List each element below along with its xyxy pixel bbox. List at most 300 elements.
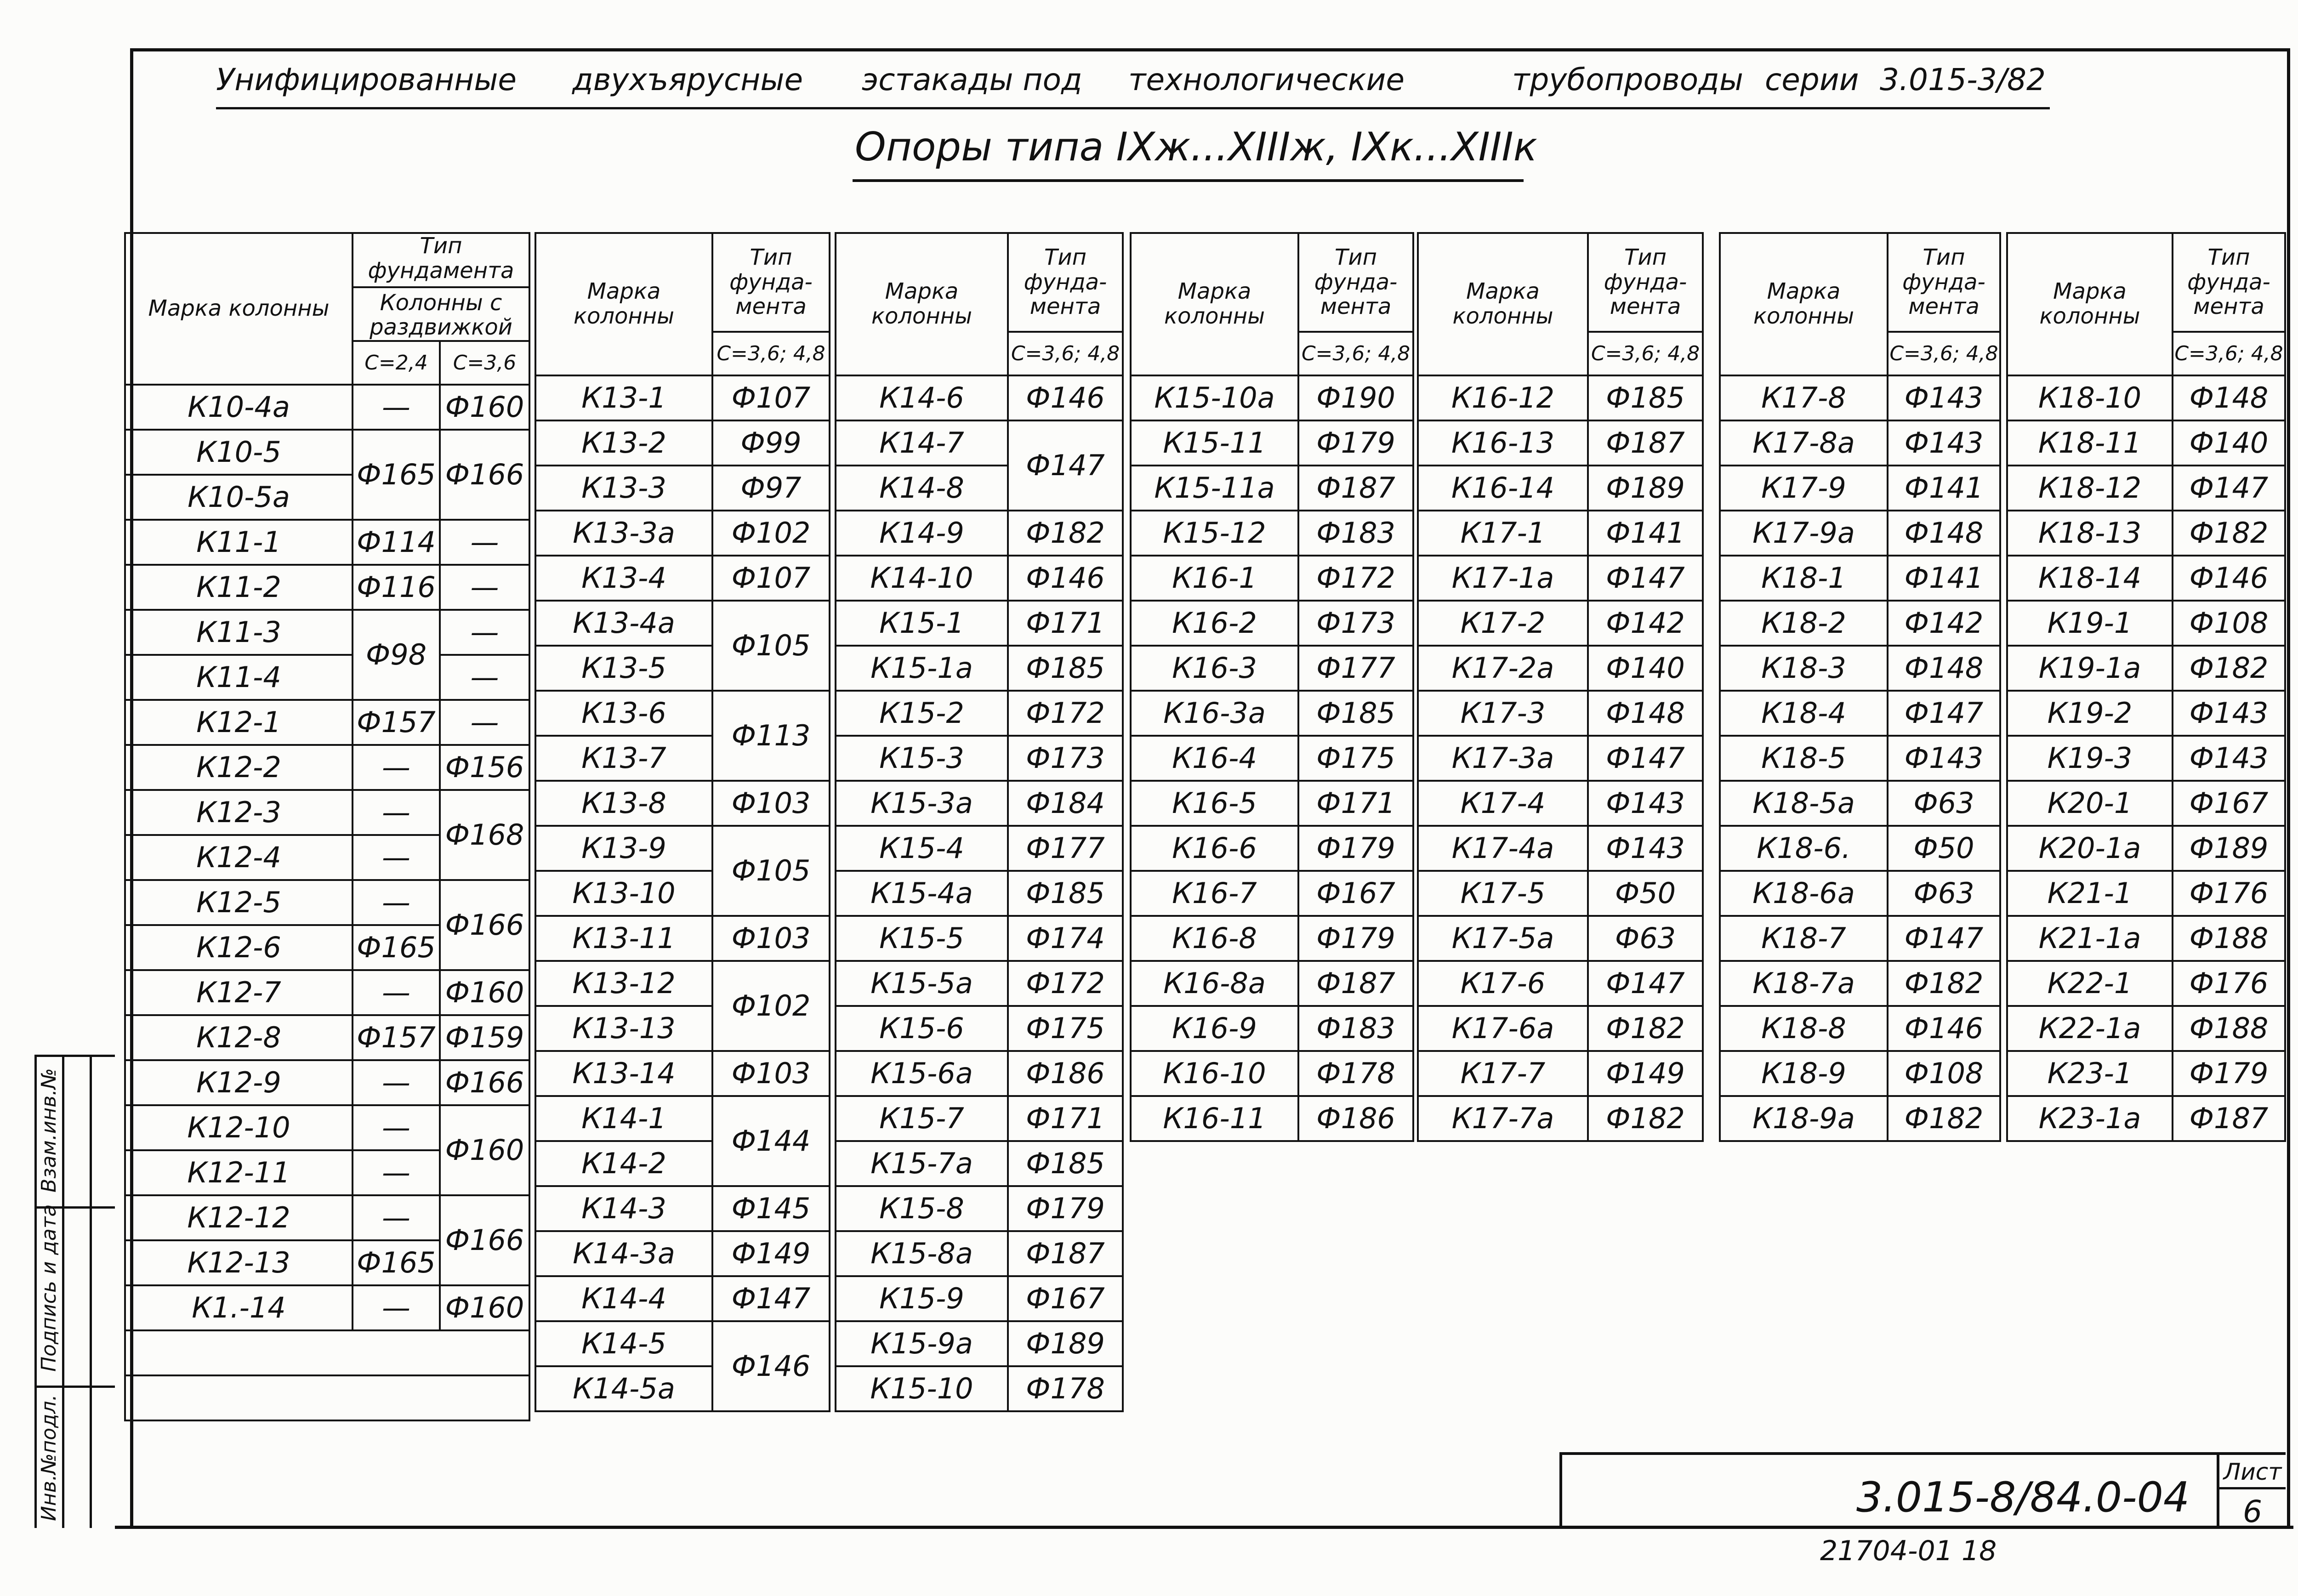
table-row [836,646,1123,691]
foundation-type: Ф147 [1588,556,1703,601]
table-row [2007,511,2285,556]
column-mark: К16-4 [1131,736,1298,781]
foundation-type: Ф177 [1298,646,1413,691]
column-mark: К13-12 [535,961,712,1006]
foundation-type: Ф147 [712,1276,830,1321]
column-mark: К15-8 [836,1186,1008,1231]
column-mark: К13-6 [535,691,712,736]
table-row [1418,556,1703,601]
foundation-type: Ф159 [440,1015,529,1060]
foundation-type: — [353,835,440,880]
foundation-type: Ф171 [1008,601,1123,646]
column-mark: К18-9а [1720,1096,1888,1141]
series-title [216,62,2054,115]
foundation-type: Ф142 [1588,601,1703,646]
column-mark: К15-10 [836,1366,1008,1411]
column-mark: К10-4а [125,385,353,430]
table-row [836,1321,1123,1366]
column-mark: К11-4 [125,655,353,700]
column-mark: К14-1 [535,1096,712,1141]
table-row [125,1015,529,1060]
foundation-type: Ф173 [1298,601,1413,646]
title-word: серии [1765,62,1859,97]
column-mark: К15-9 [836,1276,1008,1321]
column-mark: К15-11 [1131,420,1298,466]
column-mark: К16-13 [1418,420,1588,466]
table-row [1720,511,2000,556]
mark-header: Марка колонны [836,233,1008,375]
foundation-type: — [353,1195,440,1240]
foundation-type: Ф171 [1008,1096,1123,1141]
table-row [836,1231,1123,1276]
table-row [1131,601,1413,646]
foundation-type: Ф146 [1008,556,1123,601]
table-row [125,880,529,925]
column-mark: К17-2а [1418,646,1588,691]
empty-cell [125,1375,529,1420]
foundation-type: Ф165 [353,925,440,970]
table-row [836,601,1123,646]
column-mark: К17-8 [1720,375,1888,420]
table-row [1131,375,1413,420]
table-row [1131,420,1413,466]
foundation-type: Ф149 [1588,1051,1703,1096]
table-row [1720,646,2000,691]
column-mark: К14-3а [535,1231,712,1276]
foundation-type: Ф103 [712,781,830,826]
table-row [535,1276,830,1321]
column-mark: К13-3а [535,511,712,556]
column-mark: К12-2 [125,745,353,790]
foundation-type: Ф103 [712,916,830,961]
column-mark: К17-2 [1418,601,1588,646]
column-mark: К13-8 [535,781,712,826]
foundation-type: Ф105 [712,601,830,691]
foundation-type: Ф166 [440,430,529,520]
table-row [1720,1051,2000,1096]
foundation-type: Ф114 [353,520,440,565]
c-values-header: С=3,6; 4,8 [712,332,830,375]
foundation-type: Ф178 [1008,1366,1123,1411]
table-row [2007,916,2285,961]
side-stamp-col [90,1055,115,1528]
foundation-type: — [440,565,529,610]
column-mark: К12-3 [125,790,353,835]
column-mark: К17-3а [1418,736,1588,781]
column-table-6 [1719,232,2001,1142]
column-mark: К20-1 [2007,781,2173,826]
table-row [836,1186,1123,1231]
foundation-type: Ф50 [1588,871,1703,916]
foundation-type: Ф185 [1588,375,1703,420]
foundation-type: Ф145 [712,1186,830,1231]
column-mark: К17-4а [1418,826,1588,871]
subtitle-underline [853,179,1524,182]
mark-header: Марка колонны [535,233,712,375]
column-mark: К17-7а [1418,1096,1588,1141]
foundation-type: Ф185 [1008,1141,1123,1186]
column-mark: К13-5 [535,646,712,691]
table-row [836,511,1123,556]
table-row [1131,556,1413,601]
foundation-type: Ф172 [1298,556,1413,601]
table-row [1720,916,2000,961]
foundation-type: Ф182 [1588,1096,1703,1141]
table-row [1131,466,1413,511]
foundation-type: Ф141 [1888,466,2000,511]
table-row [1720,1006,2000,1051]
foundation-type: Ф97 [712,466,830,511]
foundation-type: Ф140 [1588,646,1703,691]
foundation-type: Ф190 [1298,375,1413,420]
foundation-type: Ф102 [712,961,830,1051]
table-row [2007,1096,2285,1141]
column-mark: К13-13 [535,1006,712,1051]
column-mark: К17-4 [1418,781,1588,826]
column-mark: К11-1 [125,520,353,565]
column-mark: К18-1 [1720,556,1888,601]
side-stamp-col [62,1055,90,1528]
foundation-type: — [440,610,529,655]
table-row [1131,511,1413,556]
table-row [535,556,830,601]
foundation-type: Ф177 [1008,826,1123,871]
mark-header: Марка колонны [1131,233,1298,375]
table-row [125,610,529,655]
table-row [2007,691,2285,736]
column-mark: К13-14 [535,1051,712,1096]
foundation-type: Ф63 [1888,781,2000,826]
foundation-type: Ф166 [440,880,529,970]
column-mark: К19-1 [2007,601,2173,646]
sign-date-label: Подпись и дата [37,1204,61,1372]
table-row [1418,511,1703,556]
table-row [1720,375,2000,420]
table-row [1418,1096,1703,1141]
table-row [2007,781,2285,826]
column-mark: К12-13 [125,1240,353,1285]
table-row [1131,781,1413,826]
column-mark: К15-8а [836,1231,1008,1276]
column-mark: К18-7а [1720,961,1888,1006]
table-row [2007,961,2285,1006]
column-mark: К18-12 [2007,466,2173,511]
title-word: эстакады под [862,62,1082,97]
foundation-type: Ф185 [1008,871,1123,916]
foundation-type: Ф148 [1888,511,2000,556]
column-mark: К13-4а [535,601,712,646]
table-row [535,601,830,646]
foundation-type: Ф182 [2173,511,2285,556]
sheet-divider [2219,1487,2286,1489]
column-mark: К17-8а [1720,420,1888,466]
column-mark: К18-9 [1720,1051,1888,1096]
table-row [535,1321,830,1366]
column-mark: К14-4 [535,1276,712,1321]
column-mark: К15-4а [836,871,1008,916]
subtitle: Опоры типа IXж...XIIIж, IXк...XIIIк [855,124,1537,170]
column-mark: К14-7 [836,420,1008,466]
foundation-type-header: Тип фунда-мента [1588,233,1703,332]
foundation-type: Ф146 [2173,556,2285,601]
empty-row [125,1375,529,1420]
table-row [1131,1096,1413,1141]
archive-number: 21704-01 18 [1820,1535,1997,1567]
foundation-type: Ф157 [353,1015,440,1060]
table-row [535,375,830,420]
foundation-type: Ф175 [1298,736,1413,781]
foundation-type: — [353,385,440,430]
table-row [1418,691,1703,736]
vzam-inv-label: Взам.инв.№ [37,1068,61,1193]
table-row [836,961,1123,1006]
foundation-type-header: Тип фунда-мента [712,233,830,332]
column-table-4 [1130,232,1414,1142]
column-mark: К15-6а [836,1051,1008,1096]
column-mark: К14-3 [535,1186,712,1231]
table-row [1131,871,1413,916]
column-mark: К12-11 [125,1150,353,1195]
table-row [836,420,1123,466]
foundation-type: Ф185 [1298,691,1413,736]
column-mark: К18-13 [2007,511,2173,556]
table-row [1720,826,2000,871]
table-row [535,961,830,1006]
table-row [836,1366,1123,1411]
sheet-label: Лист [2223,1459,2282,1485]
table-row [1418,1051,1703,1096]
foundation-type: — [440,700,529,745]
column-mark: К17-9а [1720,511,1888,556]
foundation-type: Ф167 [1008,1276,1123,1321]
foundation-type: Ф113 [712,691,830,781]
foundation-type: Ф174 [1008,916,1123,961]
empty-row [125,1330,529,1375]
column-mark: К13-11 [535,916,712,961]
foundation-type: Ф142 [1888,601,2000,646]
column-mark: К13-7 [535,736,712,781]
foundation-type-header: Тип фунда-мента [1008,233,1123,332]
column-mark: К13-10 [535,871,712,916]
column-mark: К21-1 [2007,871,2173,916]
table-row [125,430,529,475]
column-mark: К16-5 [1131,781,1298,826]
column-mark: К12-4 [125,835,353,880]
table-row [836,1096,1123,1141]
table-row [2007,646,2285,691]
foundation-type: Ф148 [1888,646,2000,691]
foundation-type: Ф187 [1588,420,1703,466]
with-hoist-label: Колонны с раздвижкой [370,290,512,341]
column-table-3 [835,232,1124,1412]
foundation-type: Ф148 [1588,691,1703,736]
column-mark: К15-3 [836,736,1008,781]
column-mark: К15-11а [1131,466,1298,511]
foundation-type: — [353,880,440,925]
table-row [125,1285,529,1330]
column-mark: К22-1 [2007,961,2173,1006]
table-row [1720,691,2000,736]
column-mark: К18-14 [2007,556,2173,601]
foundation-type: Ф187 [1298,466,1413,511]
title-word: трубопроводы [1512,62,1743,97]
foundation-type: Ф184 [1008,781,1123,826]
foundation-type: Ф182 [1888,1096,2000,1141]
foundation-type: — [353,970,440,1015]
foundation-type: Ф149 [712,1231,830,1276]
table-row [125,655,529,700]
foundation-type: Ф189 [1588,466,1703,511]
title-block [1559,1452,2286,1528]
table-row [2007,556,2285,601]
foundation-type: Ф143 [1588,826,1703,871]
foundation-type: Ф147 [1588,961,1703,1006]
column-mark: К13-2 [535,420,712,466]
column-mark: К16-2 [1131,601,1298,646]
column-mark: К16-12 [1418,375,1588,420]
table-row [535,826,830,871]
table-row [2007,736,2285,781]
foundation-type: Ф160 [440,1105,529,1195]
foundation-type-header: Тип фунда-мента [2173,233,2285,332]
foundation-type: Ф179 [1298,826,1413,871]
foundation-type: Ф107 [712,375,830,420]
table-row [1131,736,1413,781]
foundation-type: Ф185 [1008,646,1123,691]
foundation-type: Ф182 [1008,511,1123,556]
foundation-type: Ф189 [2173,826,2285,871]
table-row [1418,781,1703,826]
foundation-type: Ф108 [1888,1051,2000,1096]
table-row [535,511,830,556]
column-mark: К13-9 [535,826,712,871]
table-row [836,826,1123,871]
table-row [1720,420,2000,466]
foundation-type: Ф172 [1008,961,1123,1006]
table-row [1131,1006,1413,1051]
column-mark: К15-6 [836,1006,1008,1051]
column-mark: К12-10 [125,1105,353,1150]
column-mark: К19-2 [2007,691,2173,736]
column-mark: К11-2 [125,565,353,610]
foundation-type: — [353,1285,440,1330]
foundation-type: Ф179 [1298,420,1413,466]
column-mark: К19-3 [2007,736,2173,781]
column-mark: К12-12 [125,1195,353,1240]
foundation-type: — [440,655,529,700]
foundation-type: Ф166 [440,1195,529,1285]
foundation-type: Ф63 [1888,871,2000,916]
table-row [1720,1096,2000,1141]
foundation-type: Ф168 [440,790,529,880]
foundation-type: Ф157 [353,700,440,745]
column-table-1 [124,232,530,1421]
column-mark: К14-9 [836,511,1008,556]
table-row [836,691,1123,736]
c36-header: С=3,6 [440,341,529,385]
column-mark: К16-1 [1131,556,1298,601]
mark-header: Марка колонны [2007,233,2173,375]
column-mark: К17-9 [1720,466,1888,511]
foundation-type: Ф144 [712,1096,830,1186]
table-row [1418,871,1703,916]
column-mark: К23-1а [2007,1096,2173,1141]
table-row [125,1105,529,1150]
foundation-type: Ф167 [2173,781,2285,826]
foundation-type: Ф102 [712,511,830,556]
foundation-type: Ф182 [1888,961,2000,1006]
table-row [1131,646,1413,691]
table-row [1720,556,2000,601]
empty-cell [125,1330,529,1375]
column-mark: К16-8а [1131,961,1298,1006]
column-mark: К18-8 [1720,1006,1888,1051]
table-row [535,466,830,511]
column-mark: К15-4 [836,826,1008,871]
foundation-type: — [440,520,529,565]
table-row [2007,420,2285,466]
foundation-type: Ф147 [1888,691,2000,736]
table-row [125,520,529,565]
foundation-type: Ф146 [712,1321,830,1411]
table-row [1418,736,1703,781]
table-row [1720,601,2000,646]
foundation-type: — [353,1150,440,1195]
table-row [1418,601,1703,646]
foundation-type: Ф179 [1008,1186,1123,1231]
table-row [1720,781,2000,826]
column-mark: К1.-14 [125,1285,353,1330]
table-row [1418,466,1703,511]
foundation-type: Ф107 [712,556,830,601]
column-mark: К17-6 [1418,961,1588,1006]
sheet-box [2217,1455,2286,1528]
foundation-type: Ф143 [1588,781,1703,826]
column-mark: К17-1а [1418,556,1588,601]
foundation-type: — [353,790,440,835]
c-values-header: С=3,6; 4,8 [1588,332,1703,375]
foundation-type: Ф175 [1008,1006,1123,1051]
foundation-type: Ф143 [2173,691,2285,736]
table-row [1131,691,1413,736]
table-row [836,1006,1123,1051]
column-mark: К16-8 [1131,916,1298,961]
table-row [125,700,529,745]
column-mark: К10-5а [125,475,353,520]
column-mark: К16-3а [1131,691,1298,736]
column-mark: К18-4 [1720,691,1888,736]
column-mark: К18-11 [2007,420,2173,466]
table-row [125,385,529,430]
foundation-type: Ф141 [1588,511,1703,556]
table-row [1418,646,1703,691]
column-mark: К13-4 [535,556,712,601]
column-mark: К21-1а [2007,916,2173,961]
column-mark: К17-7 [1418,1051,1588,1096]
foundation-type: Ф186 [1008,1051,1123,1096]
foundation-type-label: Тип фундамента [353,234,529,288]
foundation-type: Ф171 [1298,781,1413,826]
foundation-type-header: Тип фунда-мента [1298,233,1413,332]
column-table-7 [2006,232,2286,1142]
column-mark: К19-1а [2007,646,2173,691]
foundation-type: Ф63 [1588,916,1703,961]
table-row [836,916,1123,961]
column-mark: К12-5 [125,880,353,925]
mark-header: Марка колонны [1418,233,1588,375]
column-mark: К17-3 [1418,691,1588,736]
column-mark: К15-1 [836,601,1008,646]
